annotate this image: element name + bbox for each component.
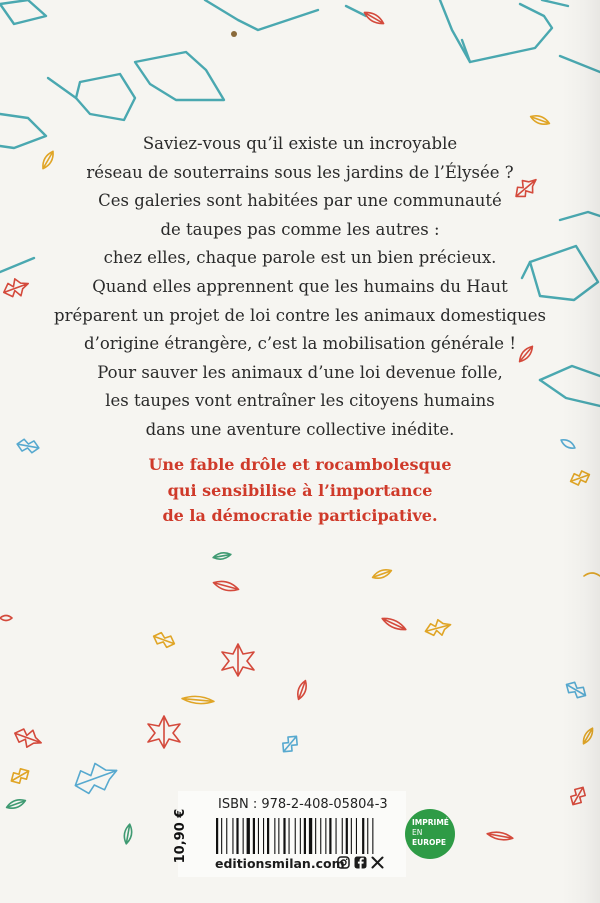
barcode-bar: [356, 818, 357, 854]
x-icon: [371, 856, 384, 869]
paper-sheet-icon: [48, 78, 76, 98]
barcode-bar: [283, 818, 285, 854]
leaf-icon: [222, 644, 254, 676]
isbn-barcode: [214, 818, 396, 854]
badge-line: EN: [412, 828, 423, 837]
barcode-bar: [325, 818, 326, 854]
blurb-line: d’origine étrangère, c’est la mobilisation générale !: [84, 334, 516, 354]
blurb-line: Ces galeries sont habitées par une communauté: [98, 191, 502, 211]
barcode-bar: [315, 818, 316, 854]
barcode-bar: [336, 818, 337, 854]
barcode-bar: [232, 818, 233, 854]
barcode-bar: [247, 818, 250, 854]
barcode-bar: [289, 818, 290, 854]
blurb-line: de taupes pas comme les autres :: [160, 219, 440, 239]
leaf-icon: [5, 797, 26, 810]
back-cover-blurb: [0, 130, 600, 445]
barcode-bar: [309, 818, 312, 854]
barcode-bar: [236, 818, 238, 854]
barcode-bar: [278, 818, 279, 854]
barcode-bar: [274, 818, 275, 854]
leaf-icon: [71, 757, 122, 798]
blurb-line: réseau de souterrains sous les jardins de l’Élysée ?: [86, 162, 514, 182]
barcode-bar: [300, 818, 301, 854]
printed-in-europe-badge: [405, 809, 455, 859]
leaf-icon: [381, 615, 408, 632]
leaf-icon: [123, 824, 133, 845]
barcode-bar: [372, 818, 373, 854]
paper-sheet-icon: [205, 0, 318, 30]
tagline-line: de la démocratie participative.: [162, 506, 438, 525]
leaf-icon: [569, 469, 592, 487]
tagline: [0, 452, 600, 529]
barcode-bar: [221, 818, 222, 854]
leaf-icon: [12, 725, 44, 751]
leaf-icon: [213, 551, 232, 560]
blurb-line: dans une aventure collective inédite.: [145, 419, 455, 439]
paper-sheet-icon: [560, 56, 600, 72]
leaf-icon: [182, 695, 214, 705]
barcode-bar: [346, 818, 348, 854]
leaf-icon: [363, 9, 386, 26]
leaf-icon: [8, 766, 31, 786]
leaf-icon: [487, 830, 514, 841]
leaf-icon: [581, 727, 595, 746]
barcode-bar: [226, 818, 227, 854]
leaf-icon: [560, 437, 577, 450]
facebook-icon: [354, 856, 367, 869]
paper-sheet-icon: [560, 212, 600, 220]
barcode-bar: [342, 818, 343, 854]
badge-line: EUROPE: [412, 838, 446, 847]
paper-sheet-icon: [346, 6, 366, 16]
leaf-icon: [584, 573, 600, 576]
leaf-icon: [371, 567, 392, 580]
leaf-icon: [529, 113, 550, 126]
paper-sheet-icon: [135, 52, 224, 100]
blurb-line: Quand elles apprennent que les humains du Haut: [92, 276, 508, 296]
leaf-icon: [152, 631, 177, 650]
price-label: 10,90 €: [173, 808, 188, 864]
barcode-bar: [243, 818, 244, 854]
paper-sheet-icon: [76, 74, 135, 120]
leaf-icon: [212, 579, 239, 593]
barcode-bar: [362, 818, 364, 854]
badge-line: IMPRIMÉ: [412, 818, 449, 827]
publisher-website: editionsmilan.com: [215, 856, 345, 871]
leaf-icon: [0, 616, 12, 621]
instagram-icon: [337, 856, 350, 869]
blurb-line: les taupes vont entraîner les citoyens humains: [105, 391, 495, 411]
blurb-line: chez elles, chaque parole est un bien précieux.: [103, 248, 497, 268]
tagline-line: Une fable drôle et rocambolesque: [148, 455, 452, 474]
leaf-icon: [423, 617, 452, 639]
barcode-bar: [329, 818, 331, 854]
barcode-bar: [367, 818, 368, 854]
paper-sheet-icon: [440, 0, 552, 62]
tagline-line: qui sensibilise à l’importance: [167, 480, 433, 500]
leaf-icon: [279, 732, 301, 755]
blurb-line: Saviez-vous qu’il existe un incroyable: [142, 134, 458, 153]
barcode-bar: [295, 818, 296, 854]
barcode-bar: [320, 818, 321, 854]
barcode-bar: [258, 818, 259, 854]
paper-sheet-icon: [542, 0, 568, 6]
leaf-icon: [563, 679, 588, 700]
barcode-bar: [304, 818, 306, 854]
barcode-bar: [351, 818, 352, 854]
blurb-line: Pour sauver les animaux d’une loi devenue folle,: [97, 362, 503, 382]
isbn-label: ISBN : 978-2-408-05804-3: [218, 797, 388, 812]
barcode-bar: [263, 818, 264, 854]
barcode-bar: [267, 818, 269, 854]
blurb-line: préparent un projet de loi contre les animaux domestiques: [54, 305, 546, 325]
leaf-icon: [295, 679, 308, 700]
paper-sheet-icon: [0, 0, 46, 24]
leaf-icon: [148, 716, 180, 748]
leaf-icon: [568, 784, 588, 807]
barcode-bar: [216, 818, 218, 854]
barcode-bar: [253, 818, 255, 854]
